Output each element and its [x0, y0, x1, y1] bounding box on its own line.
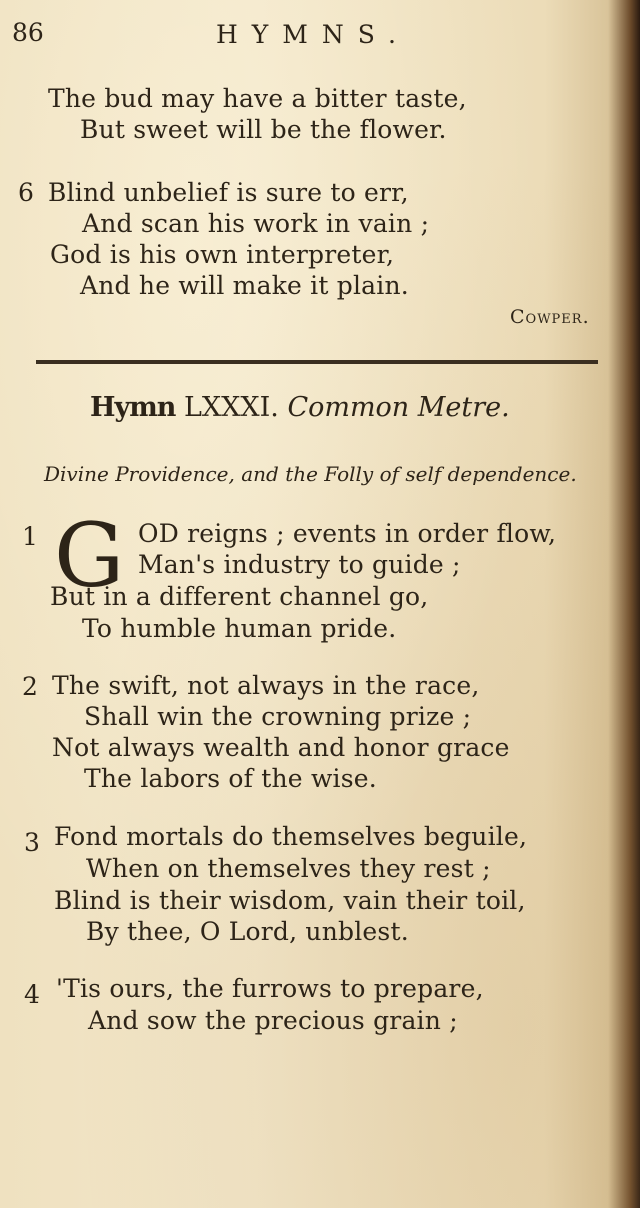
hymn-title	[90, 392, 510, 423]
verse-line: To humble human pride.	[82, 614, 397, 643]
page-number: 86	[12, 18, 44, 47]
section-rule	[36, 360, 598, 364]
verse-line: But sweet will be the flower.	[80, 115, 447, 144]
verse-line: Blind unbelief is sure to err,	[48, 178, 409, 207]
stanza-number: 1	[22, 522, 38, 551]
verse-line: 'Tis ours, the furrows to prepare,	[56, 974, 484, 1003]
verse-line: Blind is their wisdom, vain their toil,	[54, 886, 526, 915]
stanza-number: 2	[22, 672, 38, 701]
hymn-numeral: LXXXI.	[184, 392, 279, 423]
verse-line: By thee, O Lord, unblest.	[86, 917, 409, 946]
verse-line: When on themselves they rest ;	[86, 854, 491, 883]
author-attribution: Cowper.	[510, 306, 590, 328]
verse-line: Fond mortals do themselves beguile,	[54, 822, 528, 851]
running-title: HYMNS.	[216, 20, 410, 49]
verse-line: Not always wealth and honor grace	[52, 733, 510, 762]
verse-line: The swift, not always in the race,	[52, 671, 480, 700]
verse-line: And he will make it plain.	[80, 271, 409, 300]
hymn-label: Hymn	[90, 392, 176, 423]
drop-cap: G	[54, 504, 125, 607]
verse-line: The labors of the wise.	[84, 764, 377, 793]
stanza-number: 6	[18, 178, 34, 207]
hymn-subtitle: Divine Providence, and the Folly of self dependence.	[44, 462, 577, 486]
verse-line: The bud may have a bitter taste,	[48, 84, 467, 113]
verse-line: Shall win the crowning prize ;	[84, 702, 472, 731]
verse-line: Man's industry to guide ;	[138, 550, 461, 579]
verse-line: God is his own interpreter,	[50, 240, 395, 269]
verse-line: And sow the precious grain ;	[88, 1006, 458, 1035]
verse-line: And scan his work in vain ;	[82, 209, 430, 238]
stanza-number: 3	[24, 828, 40, 857]
stanza-number: 4	[24, 980, 40, 1009]
hymn-metre: Common Metre.	[287, 392, 510, 423]
verse-line: OD reigns ; events in order flow,	[138, 519, 557, 548]
verse-line: But in a different channel go,	[50, 582, 429, 611]
